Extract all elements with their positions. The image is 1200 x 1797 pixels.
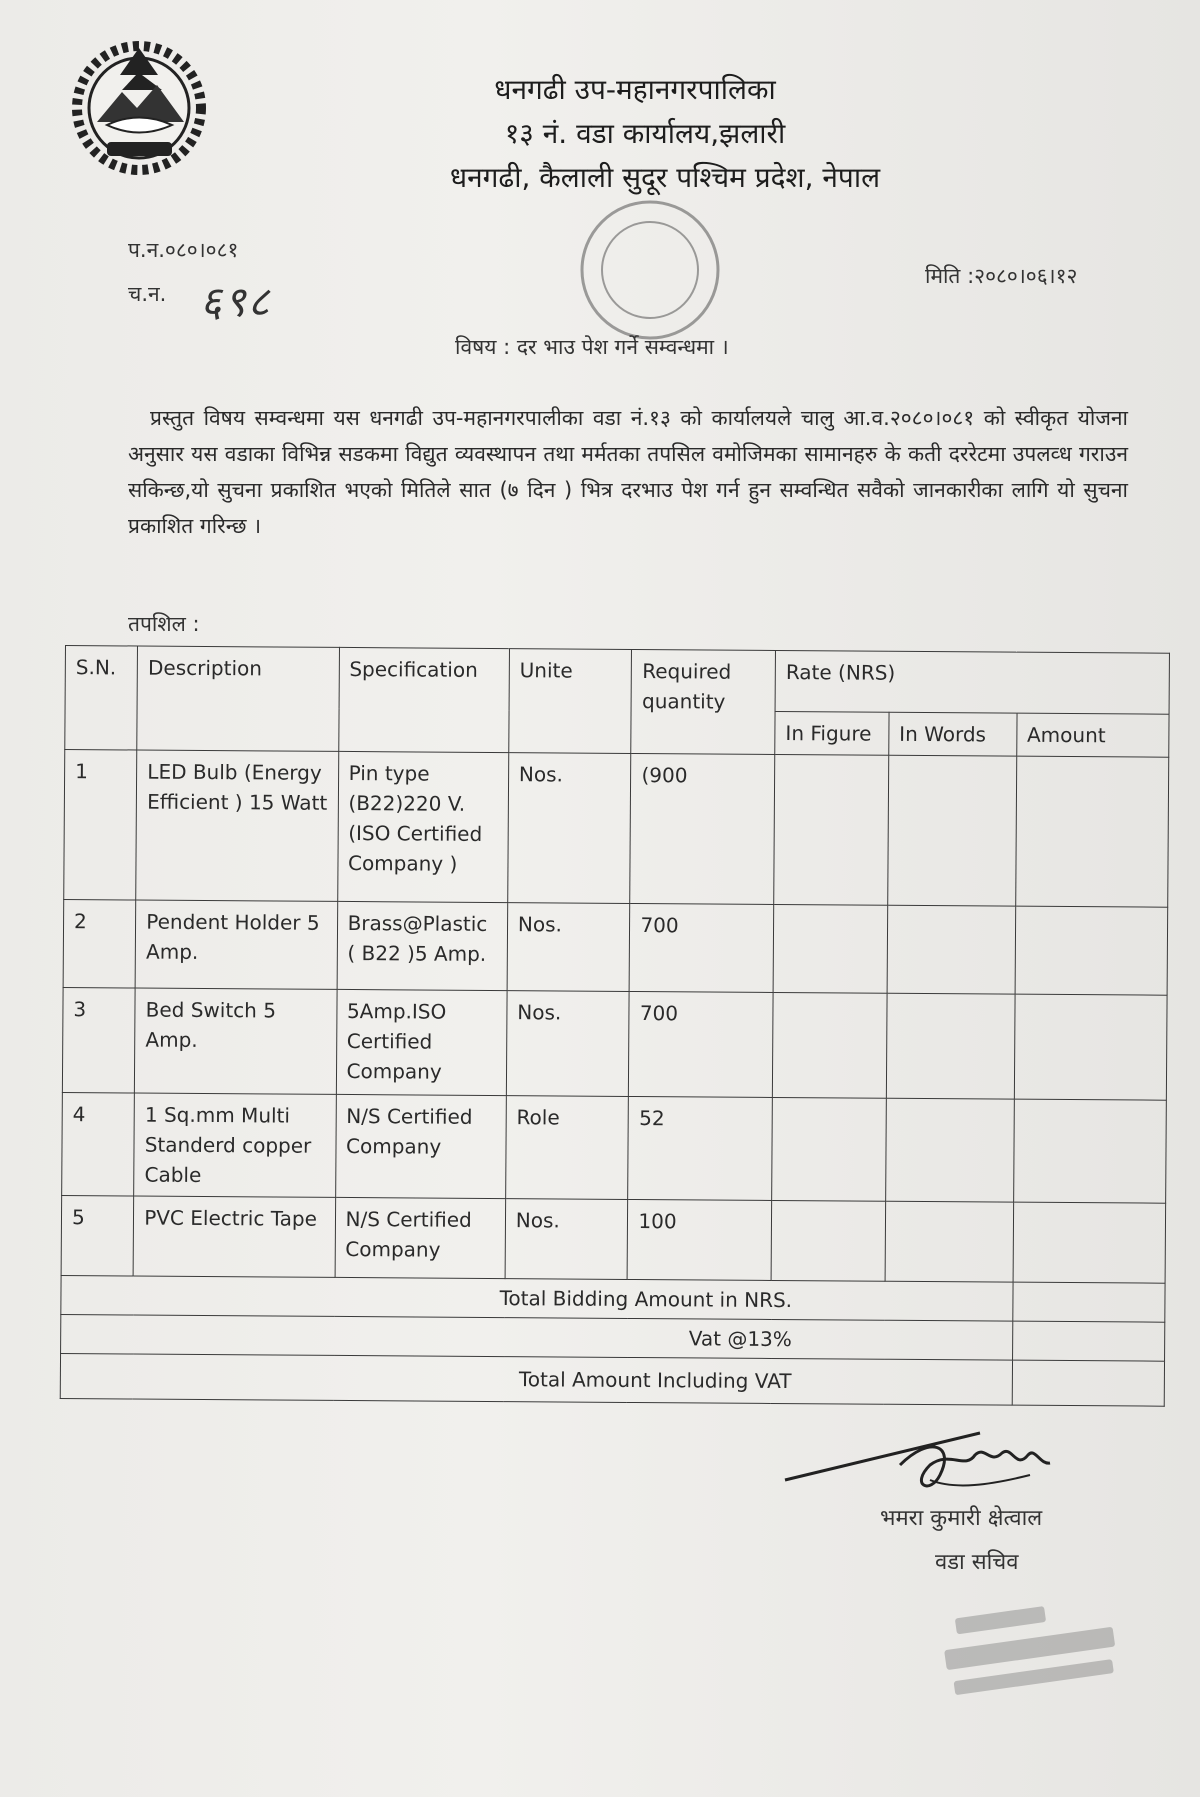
cell-amount bbox=[1015, 906, 1168, 995]
cell-in-figure bbox=[773, 904, 887, 993]
cell-amount bbox=[1014, 994, 1167, 1100]
items-table bbox=[60, 645, 1170, 1407]
cell-unit: Role bbox=[506, 1096, 629, 1200]
header-in-figure: In Figure bbox=[775, 711, 889, 755]
table-row bbox=[64, 750, 1169, 908]
signatory-role: वडा सचिव bbox=[935, 1550, 1019, 1575]
cell-quantity: 100 bbox=[628, 1199, 772, 1280]
cell-sn: 1 bbox=[64, 750, 137, 901]
cell-unit: Nos. bbox=[505, 1199, 628, 1280]
header-unit: Unite bbox=[509, 649, 632, 754]
cell-in-words bbox=[888, 755, 1017, 906]
table-row bbox=[63, 899, 1168, 995]
cell-quantity: 700 bbox=[629, 991, 773, 1097]
name-stamp bbox=[930, 1595, 1150, 1705]
cell-sn: 4 bbox=[62, 1092, 135, 1196]
cell-description: PVC Electric Tape bbox=[133, 1196, 335, 1277]
cell-in-words bbox=[885, 1098, 1014, 1202]
header-rate: Rate (NRS) bbox=[775, 650, 1169, 714]
header-sn: S.N. bbox=[65, 646, 138, 751]
cell-unit: Nos. bbox=[507, 903, 630, 992]
cell-unit: Nos. bbox=[506, 991, 629, 1097]
cell-description: LED Bulb (Energy Efficient ) 15 Watt bbox=[136, 750, 338, 901]
cell-in-words bbox=[886, 993, 1015, 1099]
cell-sn: 2 bbox=[63, 899, 136, 988]
header-in-words: In Words bbox=[889, 712, 1017, 756]
office-seal bbox=[555, 195, 745, 345]
cell-description: Bed Switch 5 Amp. bbox=[135, 988, 337, 1094]
cell-amount bbox=[1013, 1099, 1166, 1203]
cell-amount bbox=[1013, 1202, 1166, 1283]
total-bidding-amount bbox=[1012, 1282, 1165, 1322]
cell-in-figure bbox=[772, 1097, 886, 1201]
nepal-emblem-icon bbox=[62, 30, 217, 180]
dispatch-label: च.न. bbox=[128, 282, 167, 306]
cell-specification: N/S Certified Company bbox=[335, 1197, 506, 1278]
total-bidding-label: Total Bidding Amount in NRS. bbox=[61, 1275, 1013, 1321]
header-amount: Amount bbox=[1016, 713, 1169, 757]
cell-sn: 3 bbox=[62, 987, 135, 1093]
table-header-row bbox=[65, 646, 1169, 715]
issue-date: मिति :२०८०।०६।१२ bbox=[925, 264, 1078, 288]
office-address: धनगढी, कैलाली सुदूर पश्चिम प्रदेश, नेपाल bbox=[449, 161, 881, 194]
cell-in-words bbox=[887, 905, 1015, 994]
cell-sn: 5 bbox=[61, 1195, 134, 1276]
cell-in-figure bbox=[772, 992, 886, 1098]
cell-in-figure bbox=[774, 754, 889, 905]
table-row bbox=[61, 1195, 1166, 1283]
total-with-vat-label: Total Amount Including VAT bbox=[60, 1353, 1012, 1405]
table-row bbox=[62, 1092, 1167, 1203]
cell-description: Pendent Holder 5 Amp. bbox=[135, 900, 337, 989]
dispatch-number: ६९८ bbox=[200, 277, 272, 326]
cell-quantity: 52 bbox=[628, 1096, 772, 1200]
header-description: Description bbox=[137, 646, 339, 751]
signatory-name: भमरा कुमारी क्षेत्वाल bbox=[880, 1506, 1043, 1531]
header-specification: Specification bbox=[338, 647, 509, 752]
cell-in-words bbox=[885, 1201, 1013, 1282]
office-header bbox=[330, 68, 970, 200]
cell-specification: Pin type (B22)220 V.(ISO Certified Company ) bbox=[337, 751, 508, 902]
vat-amount bbox=[1012, 1321, 1165, 1361]
cell-quantity: (900 bbox=[630, 753, 775, 904]
letter-number: प.न.०८०।०८१ bbox=[128, 238, 239, 262]
cell-amount bbox=[1015, 756, 1168, 907]
total-with-vat-row bbox=[60, 1353, 1164, 1406]
cell-quantity: 700 bbox=[630, 903, 774, 992]
municipality-name: धनगढी उप-महानगरपालिका bbox=[494, 73, 776, 106]
cell-unit: Nos. bbox=[508, 753, 632, 904]
cell-in-figure bbox=[771, 1200, 885, 1281]
notice-body: प्रस्तुत विषय सम्वन्धमा यस धनगढी उप-महानगरपालीका वडा नं.१३ को कार्यालयले चालु आ.व.२०८०।०८१ को स्वीकृत योजना अनुसार यस वडाका विभिन्न सडकमा विद्युत व्यवस्थापन तथा मर्मतका तपसिल वमोजिमका सामानहरु के कती दररेटमा उपलव्ध गराउन सकिन्छ,यो सुचना प्रकाशित भएको मितिले सात (७ दिन ) भित्र दरभाउ पेश गर्न हुन सम्वन्धित सवैको जानकारीका लागि यो सुचना प्रकाशित गरिन्छ । bbox=[128, 406, 1128, 538]
table-row bbox=[62, 987, 1167, 1100]
cell-description: 1 Sq.mm Multi Standerd copper Cable bbox=[134, 1093, 336, 1197]
cell-specification: Brass@Plastic ( B22 )5 Amp. bbox=[337, 901, 508, 990]
cell-specification: N/S Certified Company bbox=[335, 1094, 506, 1198]
total-with-vat-amount bbox=[1012, 1360, 1165, 1406]
vat-label: Vat @13% bbox=[61, 1314, 1013, 1360]
details-label: तपशिल : bbox=[128, 612, 200, 636]
ward-office-name: १३ नं. वडा कार्यालय,झलारी bbox=[504, 117, 786, 150]
cell-specification: 5Amp.ISO Certified Company bbox=[336, 989, 507, 1095]
header-quantity: Required quantity bbox=[631, 649, 775, 754]
subject-line: विषय : दर भाउ पेश गर्ने सम्वन्धमा । bbox=[455, 335, 729, 359]
